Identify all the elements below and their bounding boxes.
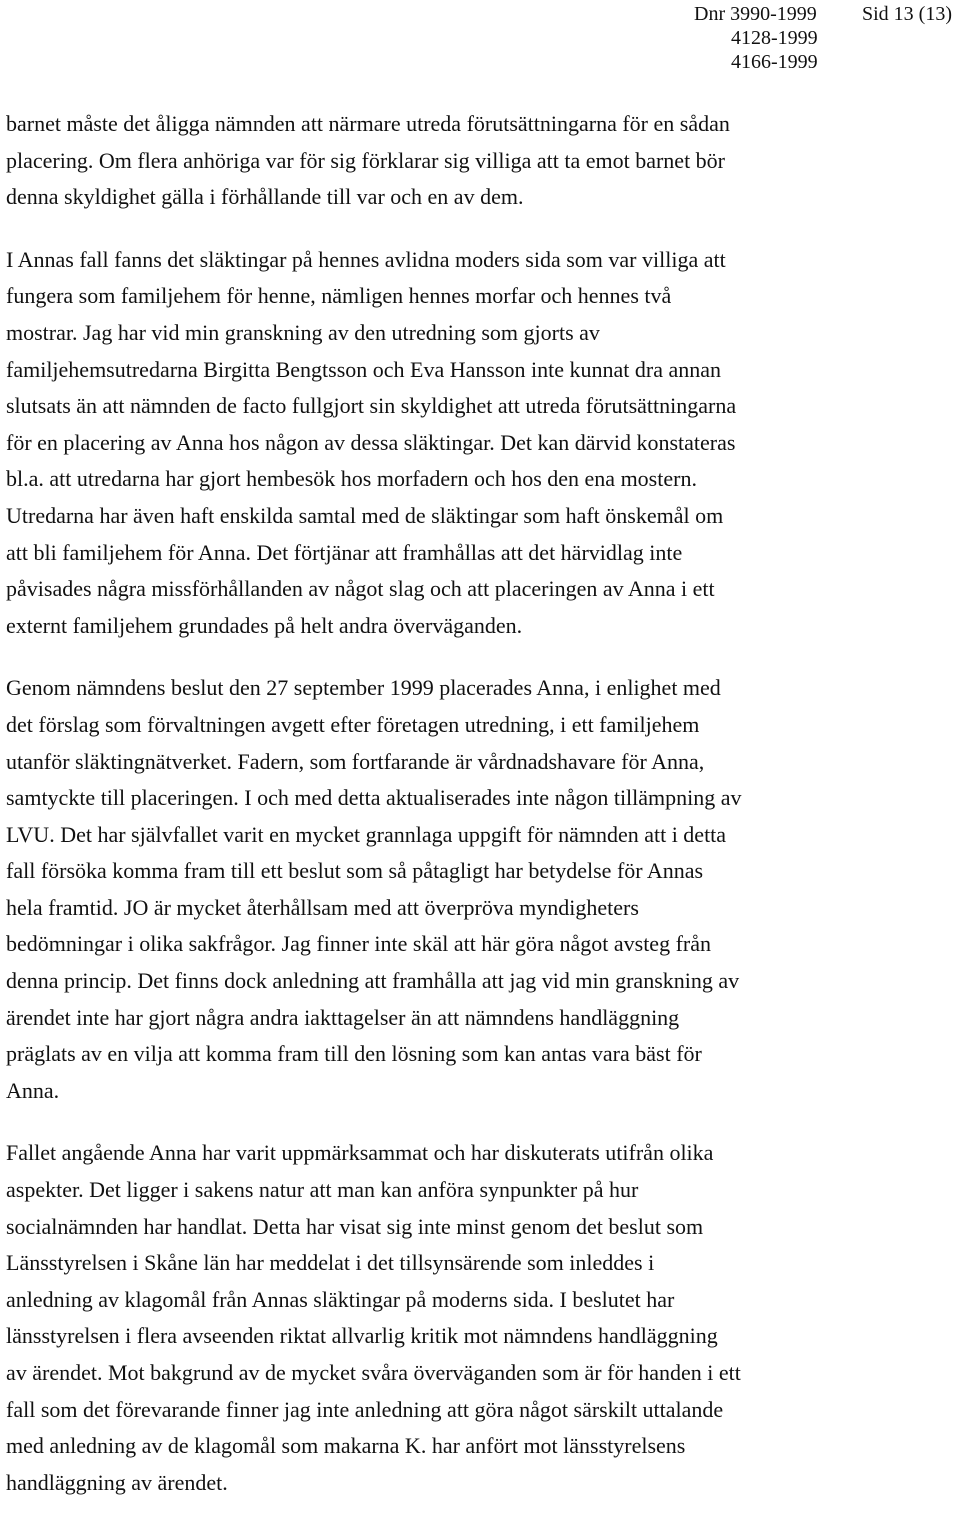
text-line: mostrar. Jag har vid min granskning av den utredning som gjorts av	[6, 319, 600, 345]
text-line: denna skyldighet gälla i förhållande till var och en av dem.	[6, 184, 524, 210]
case-number-line: Dnr 3990-1999	[694, 3, 817, 25]
case-number-line: 4128-1999	[731, 27, 818, 49]
case-number-line: 4166-1999	[731, 51, 818, 73]
text-line: bedömningar i olika sakfrågor. Jag finner inte skäl att här göra något avsteg från	[6, 931, 711, 957]
page-number: Sid 13 (13)	[862, 3, 952, 25]
text-line: externt familjehem grundades på helt andra överväganden.	[6, 612, 523, 638]
text-line: Anna.	[6, 1077, 60, 1103]
text-line: barnet måste det åligga nämnden att närmare utreda förutsättningarna för en sådan	[6, 111, 730, 136]
document-body	[6, 106, 906, 1527]
text-line: fall försöka komma fram till ett beslut som så påtagligt har betydelse för Annas	[6, 858, 704, 884]
text-line: för en placering av Anna hos någon av dessa släktingar. Det kan därvid konstateras	[6, 429, 736, 455]
paragraph	[6, 670, 906, 1109]
text-line: samtyckte till placeringen. I och med detta aktualiserades inte någon tillämpning av	[6, 785, 742, 811]
text-line: präglats av en vilja att komma fram till den lösning som kan antas vara bäst för	[6, 1041, 702, 1067]
text-line: utanför släktingnätverket. Fadern, som fortfarande är vårdnadshavare för Anna,	[6, 748, 705, 774]
text-line: LVU. Det har självfallet varit en mycket grannlaga uppgift för nämnden att i detta	[6, 821, 727, 847]
text-line: I Annas fall fanns det släktingar på hennes avlidna moders sida som var villiga att	[6, 246, 726, 272]
paragraph	[6, 106, 906, 216]
text-line: hela framtid. JO är mycket återhållsam med att överpröva myndigheters	[6, 894, 639, 920]
text-line: bl.a. att utredarna har gjort hembesök hos morfadern och hos den ena mostern.	[6, 466, 697, 492]
text-line: Utredarna har även haft enskilda samtal med de släktingar som haft önskemål om	[6, 502, 724, 528]
paragraph	[6, 242, 906, 645]
text-line: fall som det förevarande finner jag inte anledning att göra något särskilt uttalande	[6, 1396, 724, 1422]
page-header	[0, 0, 960, 80]
text-line: socialnämnden har handlat. Detta har visat sig inte minst genom det beslut som	[6, 1213, 704, 1239]
text-line: handläggning av ärendet.	[6, 1469, 228, 1495]
text-line: länsstyrelsen i flera avseenden riktat allvarlig kritik mot nämndens handläggning	[6, 1323, 718, 1349]
text-line: Genom nämndens beslut den 27 september 1999 placerades Anna, i enlighet med	[6, 675, 721, 701]
text-line: av ärendet. Mot bakgrund av de mycket svåra överväganden som är för handen i ett	[6, 1360, 741, 1385]
case-number-block	[694, 2, 854, 74]
text-line: familjehemsutredarna Birgitta Bengtsson och Eva Hansson inte kunnat dra annan	[6, 356, 722, 382]
text-line: anledning av klagomål från Annas släktingar på moderns sida. I beslutet har	[6, 1286, 675, 1312]
text-line: denna princip. Det finns dock anledning att framhålla att jag vid min granskning av	[6, 968, 740, 994]
text-line: med anledning av de klagomål som makarna K. har anfört mot länsstyrelsens	[6, 1433, 686, 1459]
text-line: slutsats än att nämnden de facto fullgjort sin skyldighet att utreda förutsättningarna	[6, 393, 737, 419]
text-line: aspekter. Det ligger i sakens natur att man kan anföra synpunkter på hur	[6, 1177, 639, 1203]
text-line: ärendet inte har gjort några andra iakttagelser än att nämndens handläggning	[6, 1004, 680, 1030]
paragraph	[6, 1135, 906, 1501]
text-line: fungera som familjehem för henne, nämligen hennes morfar och hennes två	[6, 283, 672, 309]
text-line: placering. Om flera anhöriga var för sig förklarar sig villiga att ta emot barnet bör	[6, 147, 726, 173]
text-line: att bli familjehem för Anna. Det förtjänar att framhållas att det härvidlag inte	[6, 539, 683, 565]
text-line: Fallet angående Anna har varit uppmärksammat och har diskuterats utifrån olika	[6, 1140, 714, 1166]
text-line: påvisades några missförhållanden av något slag och att placeringen av Anna i ett	[6, 576, 715, 602]
text-line: Länsstyrelsen i Skåne län har meddelat i det tillsynsärende som inleddes i	[6, 1250, 655, 1276]
text-line: det förslag som förvaltningen avgett efter företagen utredning, i ett familjehem	[6, 711, 700, 737]
